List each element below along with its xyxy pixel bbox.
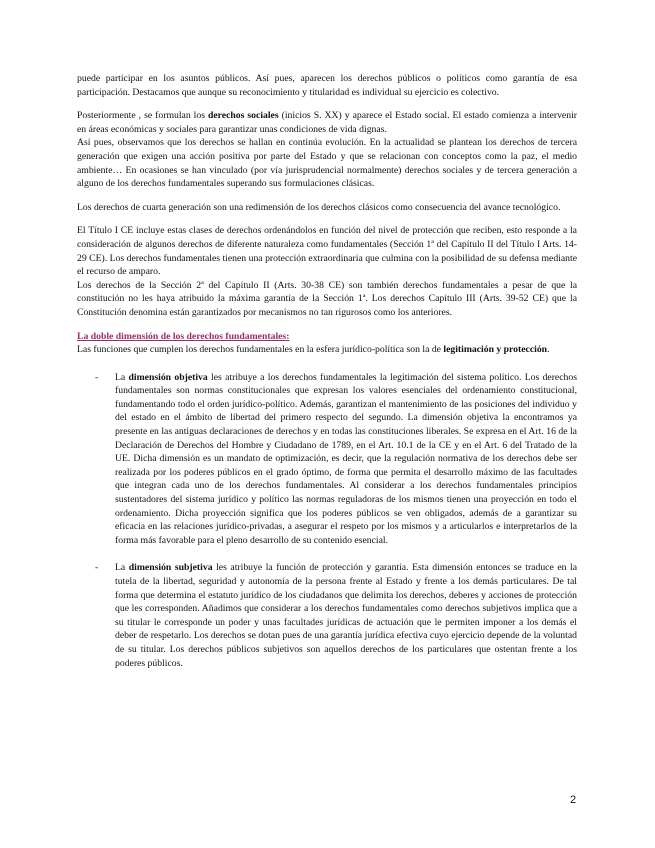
text-run: La <box>115 371 129 383</box>
paragraph-fourth-generation: Los derechos de cuarta generación son una redimensión de los derechos clásicos como consecuencia del avance tecnológico. <box>77 201 561 213</box>
bold-term: derechos sociales <box>207 110 279 122</box>
bold-term: dimensión subjetiva <box>128 562 213 574</box>
text-run: . <box>547 344 550 356</box>
list-dash: - <box>95 562 99 574</box>
text-run: La <box>115 562 129 574</box>
text-run: Las funciones que cumplen los derechos fundamentales en la esfera jurídico-política son la de <box>77 344 444 356</box>
paragraph-titulo-i: El Título I CE incluye estas clases de derechos ordenándolos en función del nivel de protección que reciben, esto responde a la consideración de algunos derechos de diferente naturaleza como fundamentales (Sección 1ª del Capítulo II del Título I Arts. 14-29 CE). Los derechos fundamentales tienen una protección extraordinaria que culmina con la posibilidad de su defensa mediante el recurso de amparo. <box>77 225 577 278</box>
paragraph-social-rights <box>77 109 577 136</box>
page-number: 2 <box>570 794 577 806</box>
text-run: (inicios S. XX) y aparece el Estado social. El estado comienza a intervenir en áreas económicas y sociales para garantizar unas condiciones de vida dignas. <box>77 110 577 135</box>
list-item-text <box>115 561 577 670</box>
bold-term: dimensión objetiva <box>128 371 208 383</box>
text-run: Posteriormente , se formulan los <box>77 110 208 122</box>
paragraph-seccion-2: Los derechos de la Sección 2ª del Capítulo II (Arts. 30-38 CE) son también derechos fundamentales a pesar de que la constitución no les haya atribuido la máxima garantía de la Sección 1ª. Los derechos Capítulo III (Arts. 39-52 CE) que la Constitución denomina están garantizados por mecanismos no tan rigurosos como los anteriores. <box>77 279 577 318</box>
paragraph-political-rights: puede participar en los asuntos públicos. Así pues, aparecen los derechos públicos o políticos como garantía de esa participación. Destacamos que aunque su reconocimiento y titularidad es individual su ejercicio es colectivo. <box>77 73 577 98</box>
section-heading: La doble dimensión de los derechos fundamentales: <box>77 330 290 342</box>
bold-term: legitimación y protección <box>443 344 548 356</box>
document-page <box>77 72 577 670</box>
section-intro <box>77 343 577 357</box>
text-run: les atribuye a los derechos fundamentales la legitimación del sistema político. Los derechos fundamentales son normas constitucionales que expresan los valores esenciales del ordenamiento constitucional, fundamentando todo el orden jurídico-político. Además, garantizan el mantenimiento de las posiciones del individuo y del estado en el ámbito de libertad del primero respecto del segundo. La dimensión objetiva la encontramos ya presente en las antiguas declaraciones de derechos y en todas las constituciones liberales. Se expresa en el Art. 16 de la Declaración de Derechos del Hombre y Ciudadano de 1789, en el Art. 10.1 de la CE y en el Art. 6 del Tratado de la UE. Dicha dimensión es un mandato de optimización, es decir, que la regulación normativa de los derechos debe ser realizada por los poderes públicos en el grado óptimo, de forma que permita el desarrollo máximo de las facultades que integran cada uno de los derechos fundamentales. Al considerar a los derechos fundamentales principios sustentadores del sistema jurídico y político las normas reguladoras de los mismos tienen una proyección en todo el ordenamiento. Dicha proyección significa que los poderes públicos se ven obligados, además de a garantizar su eficacia en las relaciones jurídico-privadas, a asegurar el respeto por los mismos y a articularlos e interpretarlos de la forma más favorable para el pleno desarrollo de su contenido esencial. <box>115 371 577 546</box>
text-run: les atribuye la función de protección y garantía. Esta dimensión entonces se traduce en la tutela de la libertad, seguridad y autonomía de la persona frente al Estado y frente a los demás particulares. De tal forma que determina el estatuto jurídico de los ciudadanos que delimita los derechos, deberes y acciones de protección que les corresponden. Añadimos que considerar a los derechos fundamentales como derechos subjetivos implica que a su titular le corresponde un poder y unas facultades jurídicas de actuación que le permiten imponer a los demás el deber de respetarlo. Los derechos se dotan pues de una garantía jurídica efectiva cuyo ejercicio depende de la voluntad de su titular. Los derechos públicos subjetivos son aquellos derechos de los particulares que ostentan frente a los poderes públicos. <box>115 562 578 669</box>
dimension-list <box>77 371 577 670</box>
list-dash: - <box>95 371 99 383</box>
list-item-objective <box>77 371 577 548</box>
list-item-subjective <box>77 561 577 670</box>
list-item-text <box>115 371 577 548</box>
paragraph-third-generation: Así pues, observamos que los derechos se hallan en continúa evolución. En la actualidad se plantean los derechos de tercera generación que exigen una acción positiva por parte del Estado y que se relacionan con conceptos como la paz, el medio ambiente… En ocasiones se han vinculado (por vía jurisprudencial normalmente) derechos sociales y de tercera generación a alguno de los derechos fundamentales superando sus formulaciones clásicas. <box>77 137 577 190</box>
